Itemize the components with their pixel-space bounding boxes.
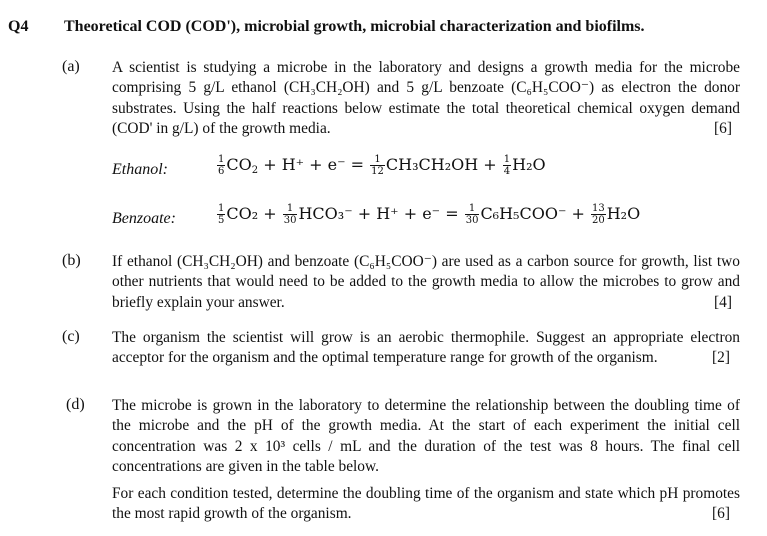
part-c-body: The organism the scientist will grow is an aerobic thermophile. Suggest an appropriate electron acceptor for the organism and the optimal temperature range for growth of the organism. bbox=[112, 329, 740, 367]
eq-term: H₂O bbox=[512, 155, 546, 174]
fraction: $\frac{13}{20}$ bbox=[591, 203, 605, 226]
part-c-marks: [2] bbox=[712, 349, 730, 367]
part-d-question bbox=[112, 484, 740, 525]
fraction: $\frac{1}{5}$ bbox=[218, 203, 225, 226]
question-number: Q4 bbox=[8, 18, 29, 35]
part-a-marks: [6] bbox=[714, 120, 732, 138]
fraction: $\frac{1}{6}$ bbox=[218, 154, 225, 177]
eq-term: CO bbox=[226, 155, 252, 174]
fraction: $\frac{1}{30}$ bbox=[283, 203, 297, 226]
fraction: $\frac{1}{30}$ bbox=[465, 203, 479, 226]
part-b-text bbox=[112, 252, 740, 313]
question-title: Theoretical COD (COD'), microbial growth, microbial characterization and biofilms. bbox=[64, 18, 645, 35]
eq-term: CH₃CH₂OH + bbox=[385, 155, 497, 174]
eq-subscript: 2 bbox=[251, 165, 259, 176]
part-d-label: (d) bbox=[66, 396, 85, 413]
eq-term: HCO₃⁻ + H⁺ + e⁻ = bbox=[298, 204, 459, 223]
ethanol-half-reaction bbox=[216, 154, 546, 177]
part-a-label: (a) bbox=[62, 58, 80, 75]
part-a-body: A scientist is studying a microbe in the laboratory and designs a growth media for the microbe comprising 5 g/L ethanol (CH₃CH₂OH) and 5 g/L benzoate (C₆H₅COO⁻) as electron the donor substrates. Using the half reactions below estimate the total theoretical chemical oxygen demand (COD' in g/L) of the growth media. bbox=[112, 59, 740, 138]
part-c-label: (c) bbox=[62, 328, 80, 345]
part-a-text bbox=[112, 58, 740, 140]
part-d-text: The microbe is grown in the laboratory to determine the relationship between the doubling time of the microbe and the pH of the growth media. At the start of each experiment the initial cell concentration was 2 x 10³ cells / mL and the duration of the test was 8 hours. The final cell concentrations are given in the table below. bbox=[112, 397, 740, 476]
benzoate-label: Benzoate: bbox=[112, 210, 176, 227]
benzoate-half-reaction bbox=[216, 203, 640, 226]
eq-term: + H⁺ + e⁻ = bbox=[263, 155, 365, 174]
ethanol-label: Ethanol: bbox=[112, 161, 168, 178]
fraction: $\frac{1}{12}$ bbox=[371, 154, 384, 177]
eq-term: CO₂ + bbox=[226, 204, 277, 223]
part-b-body: If ethanol (CH₃CH₂OH) and benzoate (C₆H₅COO⁻) are used as a carbon source for growth, list two other nutrients that would need to be added to the growth media to allow the microbes to grow and briefly explain your answer. bbox=[112, 253, 740, 311]
fraction: $\frac{1}{4}$ bbox=[503, 154, 511, 177]
eq-term: C₆H₅COO⁻ + bbox=[480, 204, 585, 223]
eq-term: H₂O bbox=[606, 204, 641, 223]
part-b-label: (b) bbox=[62, 252, 81, 269]
part-d-body: For each condition tested, determine the doubling time of the organism and state which pH promotes the most rapid growth of the organism. bbox=[112, 485, 740, 523]
part-c-text bbox=[112, 328, 740, 369]
part-d-marks: [6] bbox=[712, 505, 730, 523]
part-b-marks: [4] bbox=[714, 293, 732, 311]
